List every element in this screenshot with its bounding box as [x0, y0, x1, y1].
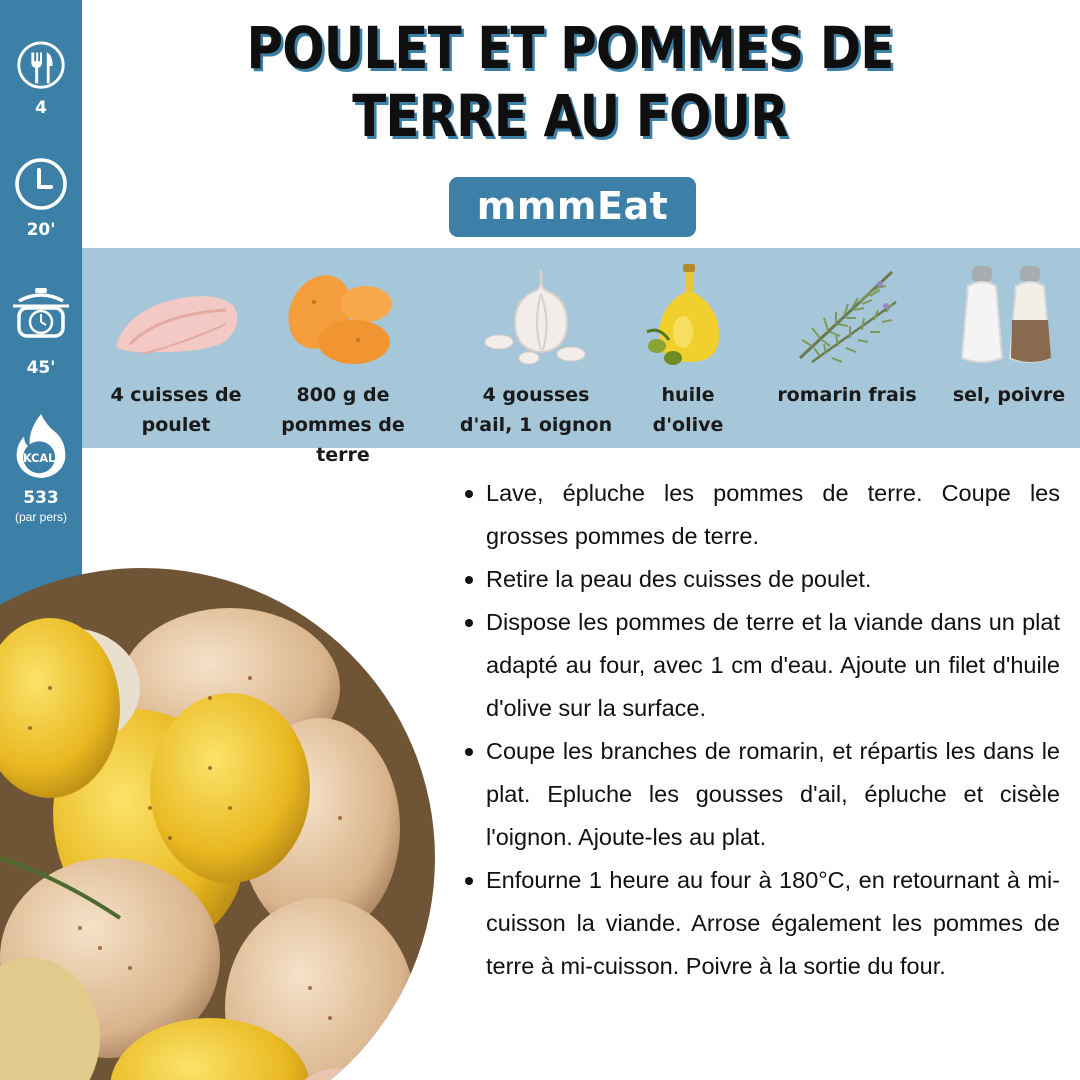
- chicken-breast-icon: [106, 262, 246, 372]
- cook-time-value: 45': [26, 358, 56, 378]
- ingredient-item: [630, 248, 746, 448]
- ingredient-item: [772, 248, 922, 448]
- ingredient-item: [252, 248, 434, 466]
- fork-knife-icon: [14, 40, 68, 94]
- calories-unit: (par pers): [14, 510, 67, 524]
- servings-stat: [0, 40, 82, 118]
- step-item: Coupe les branches de romarin, et répartis les dans le plat. Epluche les gousses d'ail, épluche et cisèle l'oignon. Ajoute-les au plat.: [462, 730, 1060, 859]
- clock-icon: [13, 156, 69, 212]
- ingredient-label: 4 gousses d'ail, 1 oignon: [459, 384, 613, 436]
- kcal-badge: KCAL: [22, 451, 56, 465]
- ingredient-label: 4 cuisses de poulet: [110, 384, 242, 436]
- servings-value: 4: [35, 98, 47, 118]
- cook-time-stat: [0, 284, 82, 378]
- kcal-flame-icon: [11, 412, 71, 480]
- cooking-pot-icon: [9, 284, 73, 348]
- rosemary-icon: [792, 262, 902, 372]
- step-item: Enfourne 1 heure au four à 180°C, en retournant à mi-cuisson la viande. Arrose également les pommes de terre à mi-cuisson. Poivre à la sortie du four.: [462, 859, 1060, 988]
- food-photo: [0, 568, 435, 1080]
- roasted-chicken-potatoes-image: [0, 568, 435, 1080]
- ingredient-item: [942, 248, 1076, 448]
- garlic-icon: [471, 262, 601, 372]
- ingredient-label: 800 g de pommes de terre: [281, 384, 405, 466]
- brand-logo: mmmEat: [449, 177, 696, 237]
- ingredient-item: [454, 248, 618, 448]
- calories-value: 533: [23, 488, 59, 508]
- prep-time-stat: [0, 156, 82, 240]
- ingredient-label: sel, poivre: [952, 384, 1066, 406]
- ingredient-item: [100, 248, 252, 448]
- ingredient-label: huile d'olive: [652, 384, 724, 436]
- ingredient-label: romarin frais: [777, 384, 917, 406]
- potatoes-icon: [278, 262, 408, 372]
- step-item: Lave, épluche les pommes de terre. Coupe les grosses pommes de terre.: [462, 472, 1060, 558]
- prep-time-value: 20': [26, 220, 56, 240]
- ingredients-band: [82, 248, 1080, 466]
- recipe-stats-sidebar: [0, 0, 82, 620]
- salt-pepper-icon: [954, 262, 1064, 372]
- step-item: Retire la peau des cuisses de poulet.: [462, 558, 1060, 601]
- step-item: Dispose les pommes de terre et la viande dans un plat adapté au four, avec 1 cm d'eau. Ajoute un filet d'huile d'olive sur la surface.: [462, 601, 1060, 730]
- calories-stat: [0, 412, 82, 524]
- recipe-steps: [462, 472, 1060, 988]
- olive-oil-icon: [643, 262, 733, 372]
- recipe-title: POULET ET POMMES DE TERRE AU FOUR: [246, 14, 894, 150]
